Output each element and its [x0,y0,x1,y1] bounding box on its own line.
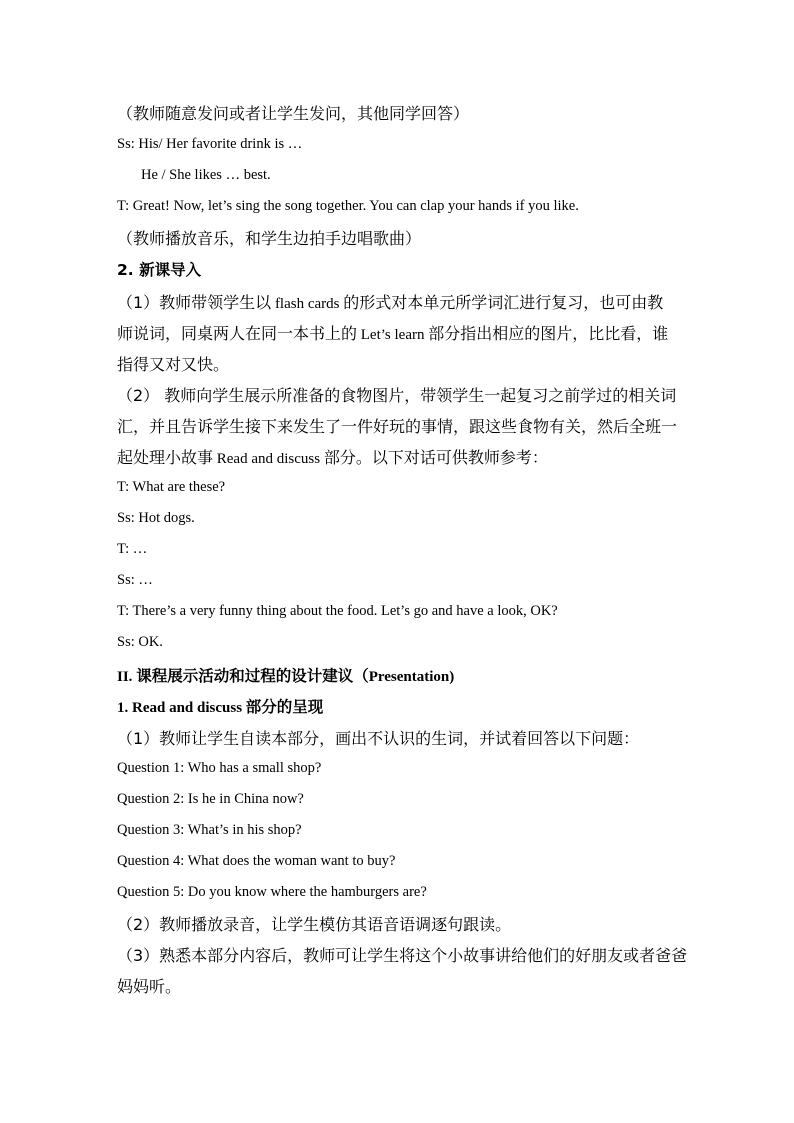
paragraph-line: （2） 教师向学生展示所准备的食物图片，带领学生一起复习之前学过的相关词 [117,386,677,405]
dialogue-line: He / She likes … best. [141,167,271,183]
dialogue-line: T: Great! Now, let’s sing the song together. You can clap your hands if you like. [117,198,579,214]
text-span: 的形式对本单元所学词汇进行复习，也可由教 [343,293,664,312]
text-span: flash cards [271,296,344,312]
text-span: 部分。以下对话可供教师参考： [323,448,548,467]
paragraph-line: 指得又对又快。 [117,355,230,374]
text-span: 师说词，同桌两人在同一本书上的 [117,324,358,343]
text-span: Let’s learn [357,327,429,343]
dialogue-line: Ss: … [117,572,153,588]
paragraph-line: （1）教师让学生自读本部分，画出不认识的生词，并试着回答以下问题： [117,729,640,748]
dialogue-line: T: There’s a very funny thing about the food. Let’s go and have a look, OK? [117,603,558,619]
dialogue-line: Ss: OK. [117,634,163,650]
question-line: Question 1: Who has a small shop? [117,760,322,776]
text-span: 起处理小故事 [117,448,214,467]
question-line: Question 3: What’s in his shop? [117,822,302,838]
paragraph-line [117,290,663,313]
section-heading [117,664,454,686]
text-span: （1）教师带领学生以 [117,293,272,312]
text-span: II. [117,669,137,685]
text-span: 1. Read and discuss [117,700,246,716]
paragraph-line: 汇，并且告诉学生接下来发生了一件好玩的事情，跟这些食物有关，然后全班一 [117,417,678,436]
subsection-heading [117,695,323,717]
question-line: Question 2: Is he in China now? [117,791,304,807]
paragraph-line: 妈妈听。 [117,977,182,996]
section-heading: 2. 新课导入 [117,261,202,279]
paragraph-line [117,321,668,344]
text-span: 部分的呈现 [245,698,324,716]
question-line: Question 4: What does the woman want to buy? [117,853,396,869]
text-span: 部分指出相应的图片，比比看，谁 [428,324,669,343]
question-line: Question 5: Do you know where the hamburgers are? [117,884,427,900]
dialogue-line: T: What are these? [117,479,226,495]
instruction-line: （教师播放音乐，和学生边拍手边唱歌曲） [117,229,422,248]
dialogue-line: Ss: Hot dogs. [117,510,195,526]
paragraph-line: （3）熟悉本部分内容后，教师可让学生将这个小故事讲给他们的好朋友或者爸爸 [117,946,688,965]
dialogue-line: Ss: His/ Her favorite drink is … [117,136,303,152]
paragraph-line [117,445,548,468]
paragraph-line: （2）教师播放录音，让学生模仿其语音语调逐句跟读。 [117,915,512,934]
text-span: Read and discuss [213,451,324,467]
text-span: Presentation) [368,669,455,685]
text-span: 课程展示活动和过程的设计建议（ [136,667,369,685]
dialogue-line: T: … [117,541,148,557]
instruction-line: （教师随意发问或者让学生发问，其他同学回答） [117,104,470,123]
